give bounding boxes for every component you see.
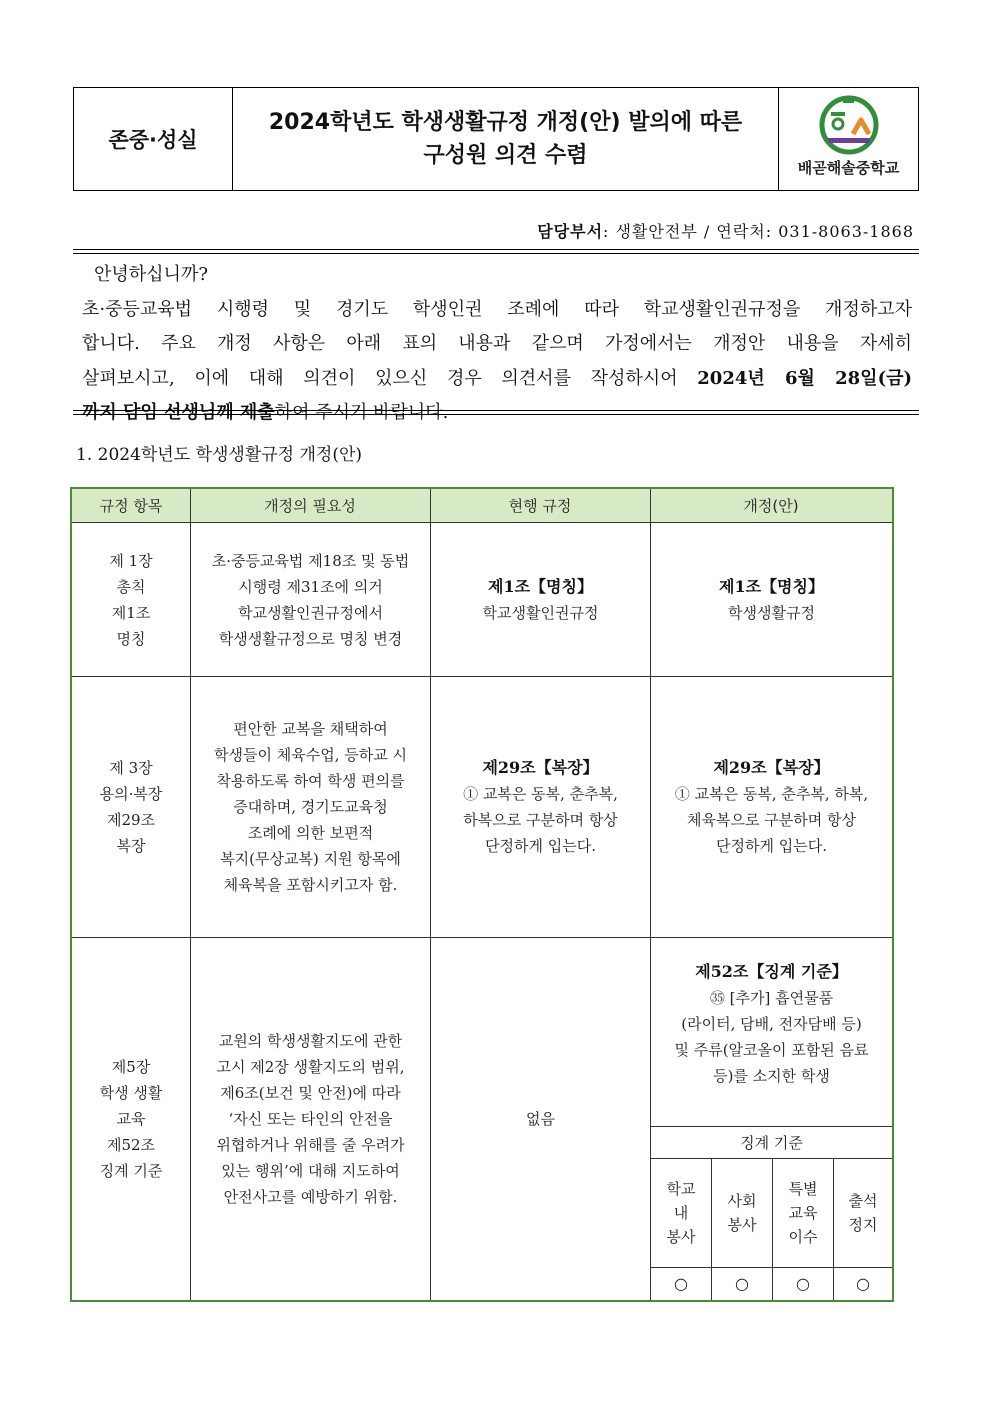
discipline-special-education	[773, 1159, 833, 1267]
row1-need-line: 학교생활인권규정에서	[238, 603, 383, 622]
discipline-social-service	[712, 1159, 772, 1267]
row2-item	[72, 677, 190, 937]
row2-current	[431, 677, 650, 937]
discipline-col-text: 학교	[666, 1180, 696, 1198]
school-logo-icon	[813, 94, 885, 156]
contact-line	[537, 219, 914, 242]
section-title: 1. 2024학년도 학생생활규정 개정(안)	[76, 445, 363, 465]
row2-proposed	[651, 677, 892, 937]
row3-proposed-body: 등)를 소지한 학생	[713, 1067, 830, 1085]
row2-need	[191, 677, 430, 937]
row2-proposed-body: 체육복으로 구분하며 항상	[687, 811, 856, 829]
deadline-date: 2024년 6월 28일(금)	[697, 367, 912, 389]
row1-need-line: 시행령 제31조에 의거	[238, 577, 383, 596]
row3-need-line: 고시 제2장 생활지도의 범위,	[216, 1058, 405, 1076]
row1-need-line: 초·중등교육법 제18조 및 동법	[211, 551, 410, 570]
intro-line-3-text: 살펴보시고, 이에 대해 의견이 있으신 경우 의견서를 작성하시어	[82, 367, 698, 389]
regulation-table	[70, 487, 894, 1302]
header-proposed: 개정(안)	[650, 489, 892, 522]
row3-item-line: 제52조	[106, 1136, 156, 1154]
row1-item-line: 제1조	[111, 603, 151, 622]
row3-need-line: 있는 행위’에 대해 지도하여	[221, 1162, 400, 1180]
row3-proposed-title: 제52조【징계 기준】	[695, 962, 848, 981]
mark-suspension: ○	[856, 1274, 870, 1293]
discipline-col-text: 이수	[788, 1228, 818, 1246]
discipline-col-text: 특별	[788, 1180, 818, 1198]
row2-current-body: 하복으로 구분하며 항상	[463, 811, 618, 829]
row3-item-line: 징계 기준	[99, 1162, 163, 1180]
discipline-col-text: 교육	[788, 1204, 818, 1222]
row1-proposed	[651, 523, 892, 676]
discipline-suspension	[834, 1159, 892, 1267]
mark-social-service: ○	[735, 1274, 749, 1293]
row1-item	[72, 523, 190, 676]
separator: /	[697, 222, 717, 241]
row1-current-body: 학교생활인권규정	[482, 603, 599, 622]
document-title	[233, 88, 779, 190]
school-name: 배곧해솔중학교	[797, 159, 900, 177]
row2-need-line: 증대하며, 경기도교육청	[233, 798, 388, 816]
row1-proposed-body: 학생생활규정	[728, 603, 815, 622]
row3-proposed	[651, 959, 892, 1099]
motto: 존중·성실	[74, 88, 233, 190]
row3-need-line: 위협하거나 위해를 줄 우려가	[216, 1136, 405, 1154]
row1-proposed-title: 제1조【명칭】	[719, 576, 824, 596]
row2-item-line: 복장	[116, 837, 146, 855]
divider-bottom	[73, 410, 919, 415]
row2-need-line: 조례에 의한 보편적	[247, 824, 374, 842]
row3-current-body: 없음	[526, 1110, 555, 1128]
discipline-col-text: 정지	[848, 1216, 878, 1234]
row3-proposed-body: 및 주류(알코올이 포함된 음료	[674, 1041, 869, 1059]
intro-line-2: 합니다. 주요 개정 사항은 아래 표의 내용과 같으며 가정에서는 개정안 내용을 자세히	[82, 333, 912, 354]
row2-need-line: 착용하도록 하여 학생 편의를	[216, 772, 405, 790]
divider-top	[73, 249, 919, 254]
row2-current-body: 단정하게 입는다.	[485, 837, 596, 855]
row2-proposed-title: 제29조【복장】	[713, 758, 830, 777]
row2-proposed-body: ① 교복은 동복, 춘추복, 하복,	[674, 785, 869, 803]
greeting: 안녕하십니까?	[94, 264, 208, 285]
discipline-col-text: 봉사	[666, 1228, 696, 1246]
row3-need-line: ‘자신 또는 타인의 안전을	[228, 1110, 393, 1128]
row2-current-title: 제29조【복장】	[482, 758, 599, 777]
intro-line-3	[82, 362, 912, 397]
row3-current	[431, 938, 650, 1300]
discipline-col-text: 봉사	[727, 1216, 757, 1234]
row2-item-line: 용의·복장	[99, 785, 163, 803]
row3-need-line: 교원의 학생생활지도에 관한	[218, 1032, 403, 1050]
school-logo-block	[779, 88, 918, 190]
header-box	[73, 87, 919, 191]
row3-need	[191, 938, 430, 1300]
row1-item-line: 명칭	[116, 629, 146, 648]
discipline-school-service	[651, 1159, 711, 1267]
phone-value: : 031-8063-1868	[765, 222, 914, 241]
row1-current	[431, 523, 650, 676]
row2-item-line: 제 3장	[109, 759, 153, 777]
row2-need-line: 복지(무상교복) 지원 항목에	[220, 850, 401, 868]
header-current: 현행 규정	[430, 489, 650, 522]
row3-item-line: 제5장	[111, 1058, 151, 1076]
row2-item-line: 제29조	[106, 811, 156, 829]
row2-need-line: 학생들이 체육수업, 등하교 시	[214, 746, 407, 764]
row2-current-body: ① 교복은 동복, 춘추복,	[463, 785, 618, 803]
row1-need-line: 학생생활규정으로 명칭 변경	[218, 629, 403, 648]
row2-proposed-body: 단정하게 입는다.	[716, 837, 827, 855]
row3-proposed-body: ㉟ [추가] 흡연물품	[709, 989, 834, 1007]
mark-special-education: ○	[796, 1274, 810, 1293]
row1-item-line: 총칙	[116, 577, 146, 596]
row3-item	[72, 938, 190, 1300]
intro-line-1: 초·중등교육법 시행령 및 경기도 학생인권 조례에 따라 학교생활인권규정을 개정하고자	[82, 298, 912, 320]
row2-need-line: 체육복을 포함시키고자 함.	[223, 876, 398, 894]
discipline-col-text: 출석	[848, 1192, 878, 1210]
phone-label: 연락처	[716, 222, 766, 241]
dept-label: 담당부서	[537, 222, 604, 241]
row1-item-line: 제 1장	[109, 551, 153, 570]
row1-need	[191, 523, 430, 676]
row3-item-line: 학생 생활	[99, 1084, 163, 1102]
row3-proposed-body: (라이터, 담배, 전자담배 등)	[681, 1015, 862, 1033]
submit-instruction: 까지 담임 선생님께 제출	[82, 402, 275, 423]
discipline-col-text: 사회	[727, 1192, 757, 1210]
mark-school-service: ○	[674, 1274, 688, 1293]
intro-line-4-text: 하여 주시기 바랍니다.	[274, 402, 449, 423]
discipline-header: 징계 기준	[740, 1133, 803, 1152]
row3-need-line: 제6조(보건 및 안전)에 따라	[220, 1084, 401, 1102]
row1-current-title: 제1조【명칭】	[488, 576, 593, 596]
discipline-col-text: 내	[673, 1204, 689, 1222]
title-line-2: 구성원 의견 수렴	[423, 143, 588, 168]
header-need: 개정의 필요성	[190, 489, 430, 522]
dept-value: : 생활안전부	[603, 222, 698, 241]
title-line-1: 2024학년도 학생생활규정 개정(안) 발의에 따른	[268, 110, 743, 135]
row2-need-line: 편안한 교복을 채택하여	[233, 720, 388, 738]
row3-need-line: 안전사고를 예방하기 위함.	[223, 1188, 398, 1206]
row3-item-line: 교육	[116, 1110, 146, 1128]
intro-text	[82, 258, 912, 431]
header-item: 규정 항목	[72, 489, 190, 522]
